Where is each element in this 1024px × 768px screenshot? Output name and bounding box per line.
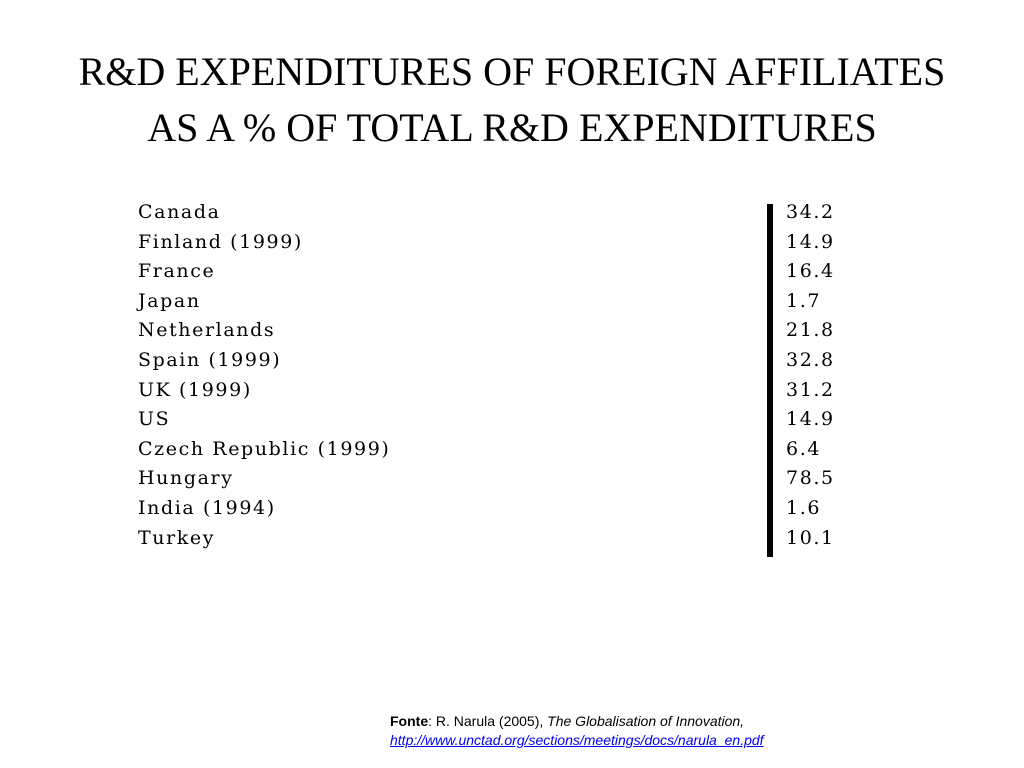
row-percent-value: 1.7 <box>786 289 822 312</box>
title-line-1: R&D EXPENDITURES OF FOREIGN AFFILIATES <box>78 49 946 94</box>
row-country-label: Czech Republic (1999) <box>138 437 391 460</box>
row-percent-value: 31.2 <box>786 378 835 401</box>
row-percent-value: 10.1 <box>786 526 835 549</box>
row-percent-value: 16.4 <box>786 260 835 283</box>
row-percent-value: 14.9 <box>786 230 835 253</box>
source-book-title: The Globalisation of Innovation, <box>547 713 745 729</box>
row-country-label: Canada <box>138 201 221 223</box>
source-note <box>390 712 764 750</box>
row-percent-value: 78.5 <box>786 467 835 490</box>
row-country-label: Hungary <box>138 467 234 490</box>
row-percent-value: 32.8 <box>786 348 835 371</box>
title-line-2: AS A % OF TOTAL R&D EXPENDITURES <box>147 105 877 150</box>
row-country-label: Netherlands <box>138 319 276 342</box>
row-country-label: India (1994) <box>138 496 276 519</box>
row-percent-value: 1.6 <box>786 496 822 519</box>
row-country-label: UK (1999) <box>138 378 252 401</box>
row-country-label: Finland (1999) <box>138 230 303 253</box>
source-label: Fonte <box>390 713 429 729</box>
row-country-label: Spain (1999) <box>138 348 282 371</box>
page-title <box>0 44 1024 156</box>
row-country-label: Turkey <box>138 526 216 549</box>
row-percent-value: 6.4 <box>786 437 822 460</box>
row-percent-value: 34.2 <box>786 201 835 223</box>
source-link[interactable]: http://www.unctad.org/sections/meetings/docs/narula_en.pdf <box>390 732 764 748</box>
row-country-label: France <box>138 260 216 283</box>
source-author: : R. Narula (2005), <box>428 713 548 729</box>
row-percent-value: 21.8 <box>786 319 835 342</box>
table-divider <box>767 204 773 557</box>
row-country-label: US <box>138 408 171 431</box>
row-country-label: Japan <box>138 289 201 312</box>
row-percent-value: 14.9 <box>786 408 835 431</box>
